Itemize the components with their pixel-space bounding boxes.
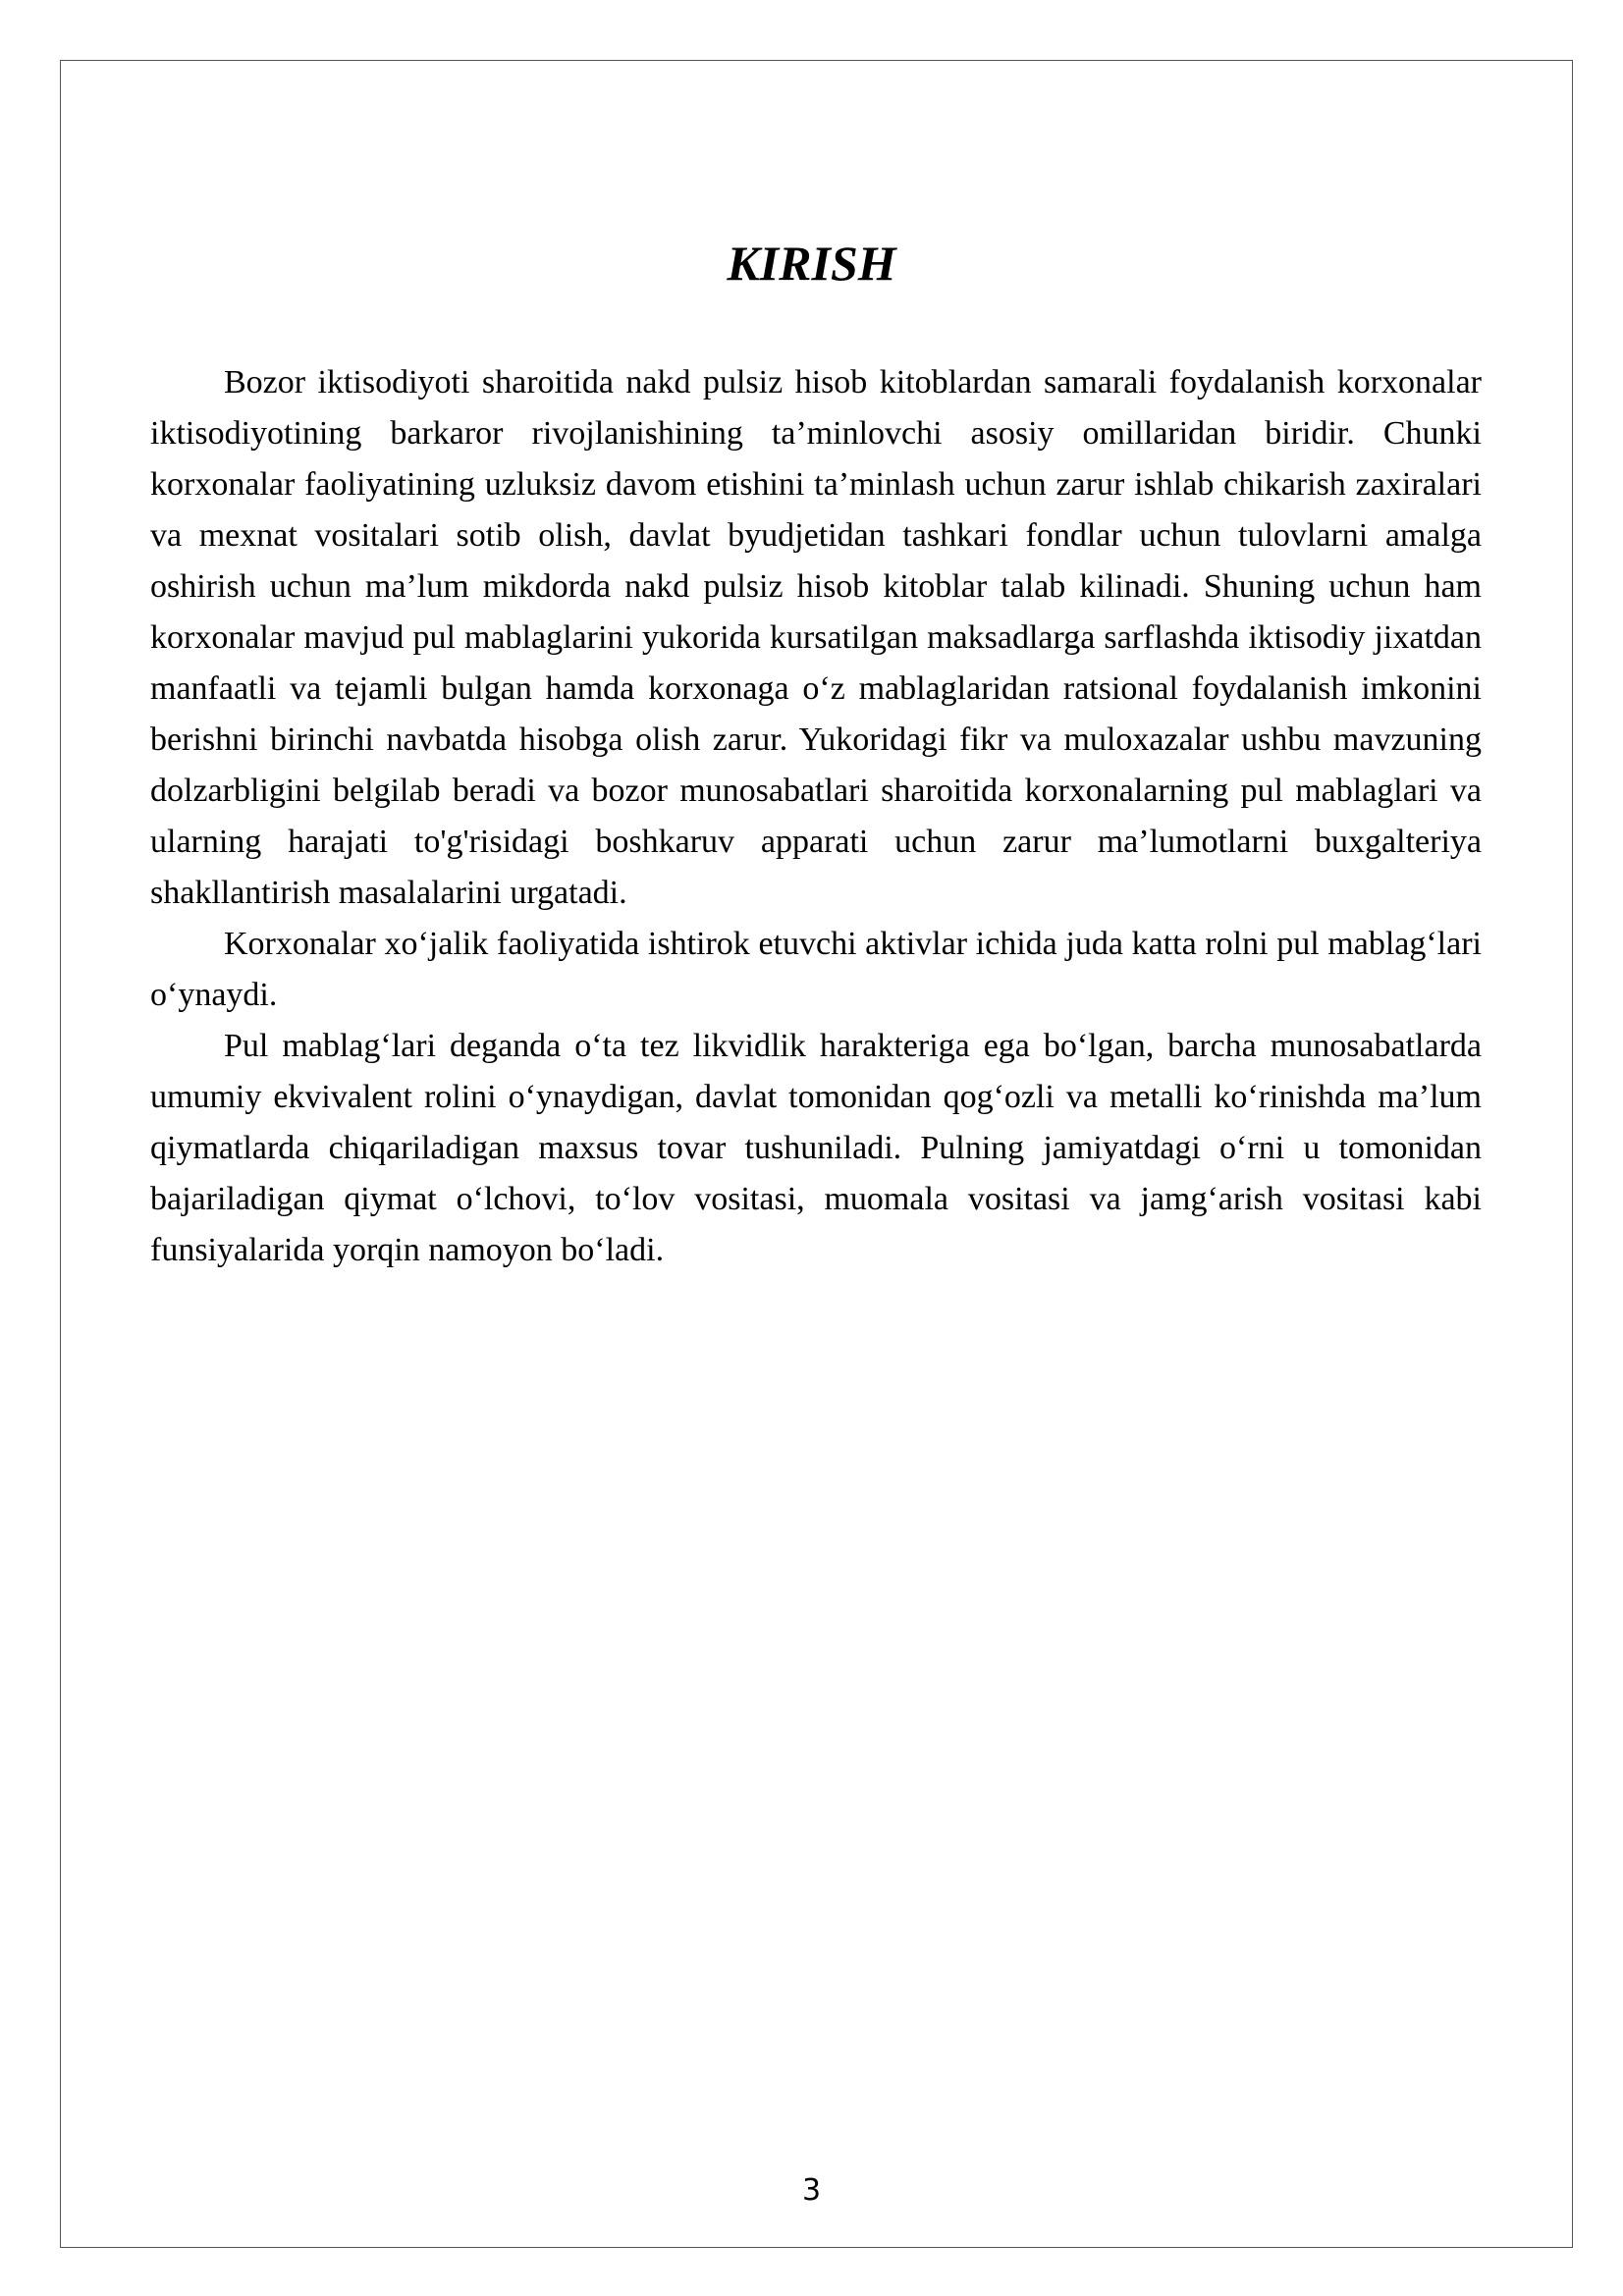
paragraph-2: Korxonalar xo‘jalik faoliyatida ishtirok etuvchi aktivlar ichida juda katta rolni pul mablag‘lari o‘ynaydi.	[150, 926, 1482, 1013]
paragraph-3: Pul mablag‘lari deganda o‘ta tez likvidlik harakteriga ega bo‘lgan, barcha munosabatlarda umumiy ekvivalent rolini o‘ynaydigan, davlat tomonidan qog‘ozli va metalli ko‘rinishda ma’lum qiymatlarda chiqariladigan maxsus tovar tushuniladi. Pulning jamiyatdagi o‘rni u tomonidan bajariladigan qiymat o‘lchovi, to‘lov vositasi, muomala vositasi va jamg‘arish vositasi kabi funsiyalarida yorqin namoyon bo‘ladi.	[150, 1028, 1482, 1268]
page-number: 3	[801, 2173, 822, 2208]
paragraph-1: Bozor iktisodiyoti sharoitida nakd pulsiz hisob kitoblardan samarali foydalanish korxonalar iktisodiyotining barkaror rivojlanishining ta’minlovchi asosiy omillaridan biridir. Chunki korxonalar faoliyatining uzluksiz davom etishini ta’minlash uchun zarur ishlab chikarish zaxiralari va mexnat vositalari sotib olish, davlat byudjetidan tashkari fondlar uchun tulovlarni amalga oshirish uchun ma’lum mikdorda nakd pulsiz hisob kitoblar talab kilinadi. Shuning uchun ham korxonalar mavjud pul mablaglarini yukorida kursatilgan maksadlarga sarflashda iktisodiy jixatdan manfaatli va tejamli bulgan hamda korxonaga o‘z mablaglaridan ratsional foydalanish imkonini berishni birinchi navbatda hisobga olish zarur. Yukoridagi fikr va muloxazalar ushbu mavzuning dolzarbligini belgilab beradi va bozor munosabatlari sharoitida korxonalarning pul mablaglari va ularning harajati to'g'risidagi boshkaruv apparati uchun zarur ma’lumotlarni buxgalteriya shakllantirish masalalarini urgatadi.	[150, 364, 1482, 911]
document-body	[150, 357, 1482, 1276]
page-title: KIRISH	[727, 236, 896, 291]
